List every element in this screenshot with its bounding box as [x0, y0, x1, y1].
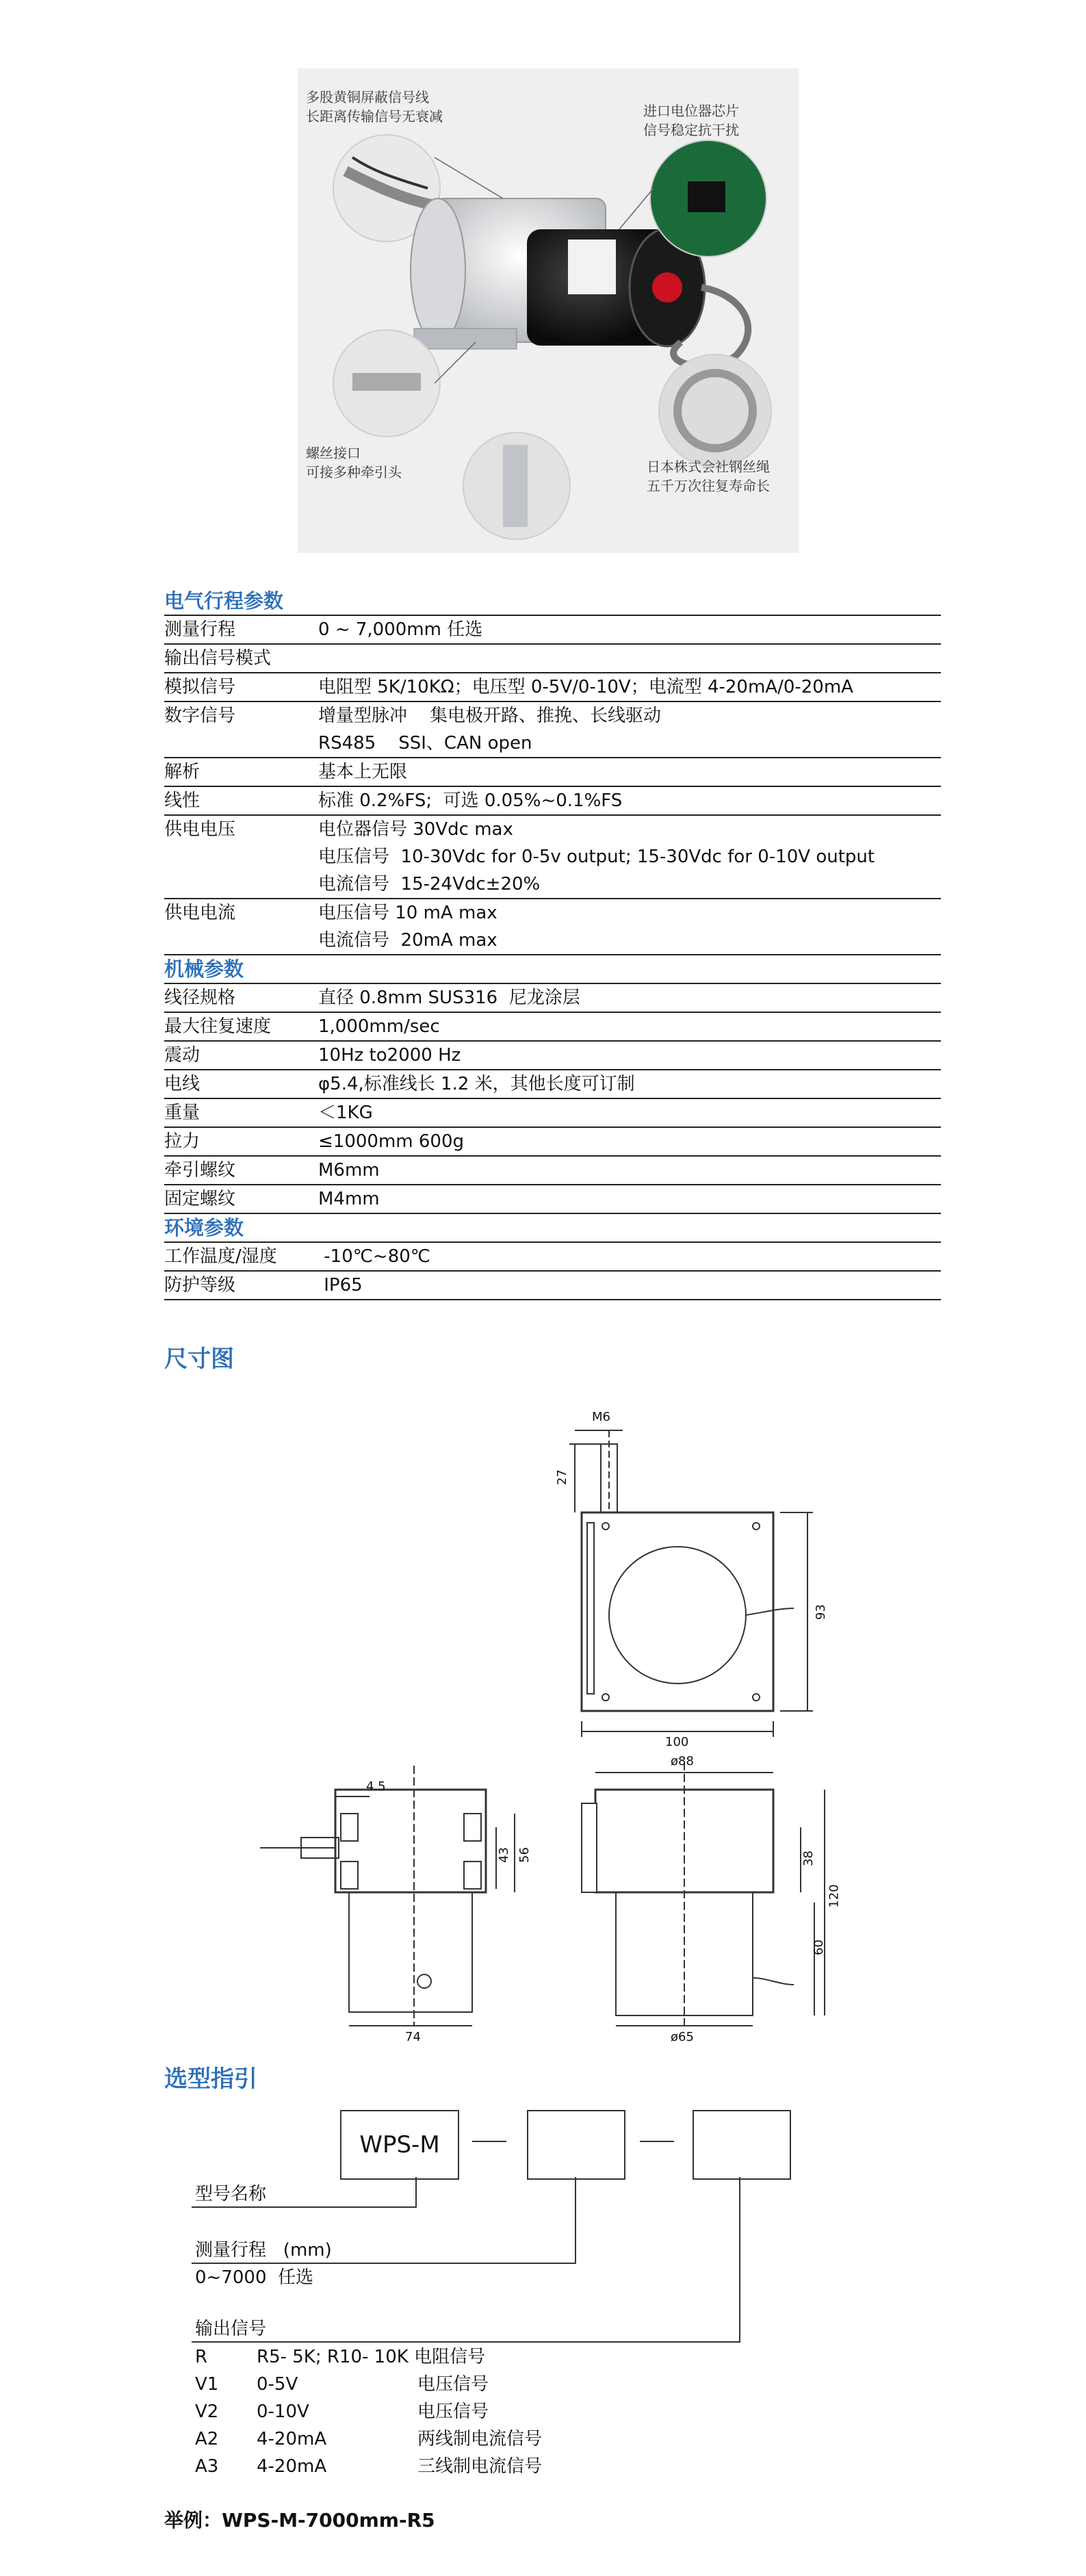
spec-value-line: 电流信号 20mA max [318, 930, 497, 951]
spec-value-line: ＜1KG [318, 1103, 373, 1123]
dim-m6: M6 [592, 1410, 610, 1424]
output-code-row [195, 2371, 674, 2398]
spec-value [318, 899, 941, 954]
output-code-row [195, 2398, 674, 2425]
spec-value [318, 702, 941, 757]
spec-row [164, 1157, 941, 1185]
dim-38: 38 [801, 1851, 816, 1866]
output-label: 输出信号 [195, 2319, 267, 2339]
spec-row [164, 1070, 941, 1099]
technical-drawing [260, 1410, 876, 2039]
spec-value [318, 1272, 941, 1299]
dim-120: 120 [827, 1884, 842, 1908]
spec-value [318, 1185, 941, 1213]
leader-output-v [739, 2177, 740, 2341]
spec-row [164, 673, 941, 702]
spec-value-line: φ5.4,标准线长 1.2 米，其他长度可订制 [318, 1074, 635, 1094]
output-code: A2 [195, 2429, 219, 2449]
spec-table [164, 587, 941, 1300]
leader-stroke-v [575, 2177, 576, 2263]
spec-value [318, 1157, 941, 1184]
output-type: 电压信号 [417, 2374, 489, 2395]
spec-row [164, 702, 941, 758]
callout-signal-cable: 多股黄铜屏蔽信号线 长距离传输信号无衰减 [306, 89, 443, 125]
output-code-row [195, 2343, 674, 2371]
spec-value-line: 直径 0.8mm SUS316 尼龙涂层 [318, 988, 580, 1008]
output-code: V2 [195, 2401, 219, 2422]
output-range: 0-10V [257, 2401, 309, 2422]
spec-row [164, 816, 941, 899]
output-code-row [195, 2425, 674, 2453]
output-type: 两线制电流信号 [417, 2429, 543, 2449]
output-code: R [195, 2347, 208, 2367]
dim-4-5: 4.5 [366, 1779, 386, 1794]
leader-model-h [192, 2206, 417, 2208]
spec-key: 电线 [164, 1074, 201, 1094]
output-code: A3 [195, 2456, 219, 2477]
spec-row [164, 984, 941, 1013]
output-type: 电压信号 [417, 2401, 489, 2422]
spec-value-line: 电阻型 5K/10KΩ；电压型 0-5V/0-10V；电流型 4-20mA/0-20mA [318, 677, 853, 697]
dim-56: 56 [517, 1847, 532, 1863]
spec-value [318, 1243, 941, 1270]
spec-value-line: 电压信号 10-30Vdc for 0-5v output; 15-30Vdc for 0-10V output [318, 847, 875, 867]
spec-row [164, 1128, 941, 1157]
spec-value [318, 616, 941, 643]
spec-key: 最大往复速度 [164, 1016, 272, 1037]
spec-key: 模拟信号 [164, 677, 236, 697]
section-title: 电气行程参数 [164, 587, 941, 616]
spec-value-line: IP65 [318, 1275, 363, 1296]
callout-screw-interface: 螺丝接口 可接多种牵引头 [306, 445, 402, 480]
output-range: 0-5V [257, 2374, 298, 2395]
spec-value [318, 787, 941, 814]
model-label: 型号名称 [195, 2184, 267, 2204]
spec-row [164, 1099, 941, 1128]
output-code-row [195, 2453, 674, 2480]
spec-value-line: 电压信号 10 mA max [318, 903, 497, 923]
spec-value-line: 基本上无限 [318, 762, 408, 782]
output-range: 4-20mA [257, 2429, 327, 2449]
dim-100: 100 [665, 1735, 689, 1749]
callout-potentiometer-chip: 进口电位器芯片 信号稳定抗干扰 [643, 103, 739, 138]
spec-value-line [318, 645, 941, 672]
spec-key: 输出信号模式 [164, 648, 272, 669]
callout-wire-rope: 日本株式会社钢丝绳 五千万次往复寿命长 [647, 459, 770, 494]
output-code: V1 [195, 2374, 219, 2395]
spec-key: 线径规格 [164, 988, 236, 1008]
model-box: WPS-M [340, 2110, 459, 2180]
dim-43: 43 [496, 1847, 511, 1863]
spec-key: 供电电流 [164, 903, 236, 923]
dim-27: 27 [554, 1469, 569, 1485]
stroke-value: 0~7000 任选 [195, 2267, 314, 2288]
spec-value-line: 增量型脉冲 集电极开路、推挽、长线驱动 [318, 706, 662, 726]
output-range: 4-20mA [257, 2456, 327, 2477]
spec-row [164, 616, 941, 645]
spec-value [318, 645, 941, 672]
spec-value [318, 984, 941, 1012]
spec-value-line: 1,000mm/sec [318, 1016, 440, 1037]
spec-value-line: M6mm [318, 1160, 380, 1181]
section-title: 环境参数 [164, 1214, 941, 1243]
spec-key: 测量行程 [164, 619, 236, 640]
spec-value-line: -10℃~80℃ [318, 1246, 430, 1267]
leader-stroke-h [192, 2263, 576, 2264]
spec-key: 供电电压 [164, 819, 236, 840]
dimension-drawing [260, 1410, 876, 2042]
spec-row [164, 899, 941, 955]
spec-key: 固定螺纹 [164, 1189, 236, 1209]
stroke-box [527, 2110, 625, 2180]
separator-1 [472, 2141, 506, 2142]
spec-key: 防护等级 [164, 1275, 236, 1296]
dim-65: ø65 [671, 2030, 694, 2044]
selection-title: 选型指引 [164, 2065, 257, 2093]
dim-60: 60 [811, 1940, 826, 1955]
leader-model-v [415, 2177, 417, 2206]
product-photo [298, 68, 799, 553]
spec-key: 工作温度/湿度 [164, 1246, 277, 1267]
spec-value [318, 1042, 941, 1069]
spec-value-line: RS485 SSI、CAN open [318, 733, 532, 754]
spec-key: 重量 [164, 1103, 201, 1123]
output-box [693, 2110, 791, 2180]
spec-key: 震动 [164, 1045, 201, 1066]
spec-key: 牵引螺纹 [164, 1160, 236, 1181]
example-code: 举例：WPS-M-7000mm-R5 [164, 2509, 435, 2532]
spec-key: 线性 [164, 790, 201, 811]
spec-row [164, 1013, 941, 1042]
spec-row [164, 645, 941, 673]
spec-value-line: 电流信号 15-24Vdc±20% [318, 874, 541, 894]
section-title: 机械参数 [164, 955, 941, 984]
leader-output-h [192, 2341, 740, 2343]
spec-row [164, 1243, 941, 1272]
output-type: 三线制电流信号 [417, 2456, 543, 2477]
spec-value-line: ≤1000mm 600g [318, 1131, 465, 1152]
stroke-label: 测量行程 (mm) [195, 2240, 332, 2261]
spec-value [318, 1099, 941, 1126]
dimension-title: 尺寸图 [164, 1345, 234, 1373]
spec-row [164, 758, 941, 787]
dim-88: ø88 [671, 1754, 694, 1768]
spec-row [164, 787, 941, 816]
spec-row [164, 1185, 941, 1214]
spec-value-line: M4mm [318, 1189, 380, 1209]
spec-key: 解析 [164, 762, 201, 782]
output-range: R5- 5K; R10- 10K 电阻信号 [257, 2347, 486, 2367]
spec-value [318, 673, 941, 701]
dim-93: 93 [813, 1604, 828, 1620]
output-code-list [195, 2343, 674, 2480]
spec-row [164, 1272, 941, 1300]
spec-value-line: 10Hz to2000 Hz [318, 1045, 461, 1066]
separator-2 [640, 2141, 674, 2142]
spec-value [318, 1070, 941, 1098]
spec-row [164, 1042, 941, 1070]
spec-value [318, 758, 941, 786]
spec-key: 拉力 [164, 1131, 201, 1152]
dim-74: 74 [405, 2030, 421, 2044]
spec-value [318, 1128, 941, 1155]
spec-key: 数字信号 [164, 706, 236, 726]
spec-value-line: 0 ~ 7,000mm 任选 [318, 619, 483, 640]
spec-value-line: 标准 0.2%FS; 可选 0.05%~0.1%FS [318, 790, 623, 811]
spec-value-line: 电位器信号 30Vdc max [318, 819, 513, 840]
spec-value [318, 816, 941, 898]
spec-value [318, 1013, 941, 1040]
